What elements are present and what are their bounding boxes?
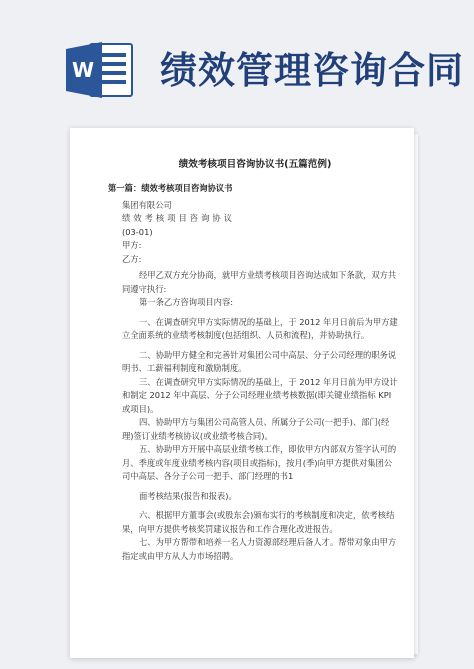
paragraph-item-7: 七、为甲方帮带和培养一名人力资源部经理后备人才。帮带对象由甲方指定或由甲方从人力市场招聘。 xyxy=(122,537,397,561)
section-heading: 第一篇：绩效考核项目咨询协议书 xyxy=(108,183,233,193)
paragraph-intro: 经甲乙双方充分协商，就甲方业绩考核项目咨询达成如下条款，双方共同遵守执行: xyxy=(122,270,397,294)
party-b: 乙方: xyxy=(122,253,142,264)
word-document-icon xyxy=(66,40,136,100)
paragraph-item-5-continued: 面考核结果(报告和报表)。 xyxy=(139,490,237,501)
document-page xyxy=(70,128,414,658)
paragraph-item-2: 二、协助甲方健全和完善针对集团公司中高层、分子公司经理的职务说明书、工薪福利制度和激励制度。 xyxy=(122,349,397,373)
document-body xyxy=(108,158,400,563)
paragraph-item-1: 一、在调查研究甲方实际情况的基础上，于 2012 年月日前后为甲方建立全面系统的业绩考核制度(包括组织、人员和流程)，并协助执行。 xyxy=(122,316,398,340)
banner-title: 绩效管理咨询合同 xyxy=(160,49,464,92)
party-a: 甲方: xyxy=(122,240,142,250)
paragraph-item-6: 六、根据甲方董事会(或股东会)颁布实行的考核制度和决定，依考核结果，向甲方提供考核奖罚建议报告和工作合理化改进报告。 xyxy=(122,510,395,534)
document-title: 绩效考核项目咨询协议书(五篇范例) xyxy=(178,159,332,170)
paragraph-item-5: 五、协助甲方开展中高层业绩考核工作，即依甲方内部双方签字认可的月、季度或年度业绩考核内容(项目或指标)，按月(季)向甲方提供对集团公司中高层、各分子公司一把手、部门经理的书1 xyxy=(122,444,397,481)
company-line: 集团有限公司 xyxy=(122,199,172,210)
agreement-number: (03-01) xyxy=(122,226,153,237)
agreement-subtitle: 绩效考核项目咨询协议 xyxy=(122,213,235,223)
paragraph-item-3: 三、在调查研究甲方实际情况的基础上，于 2012 年月日前为甲方设计和制定 2012 年中高层、分子公司经理业绩考核数据(即关键业绩指标 KPI 或项目)。 xyxy=(122,376,398,414)
banner xyxy=(0,0,474,120)
paragraph-item-4: 四、协助甲方与集团公司高管人员、所属分子公司(一把手)、部门(经理)签订业绩考核协议(或业绩考核合同)。 xyxy=(122,417,390,441)
svg-text:W: W xyxy=(71,58,95,82)
paragraph-article-1: 第一条乙方咨询项目内容: xyxy=(139,297,234,307)
